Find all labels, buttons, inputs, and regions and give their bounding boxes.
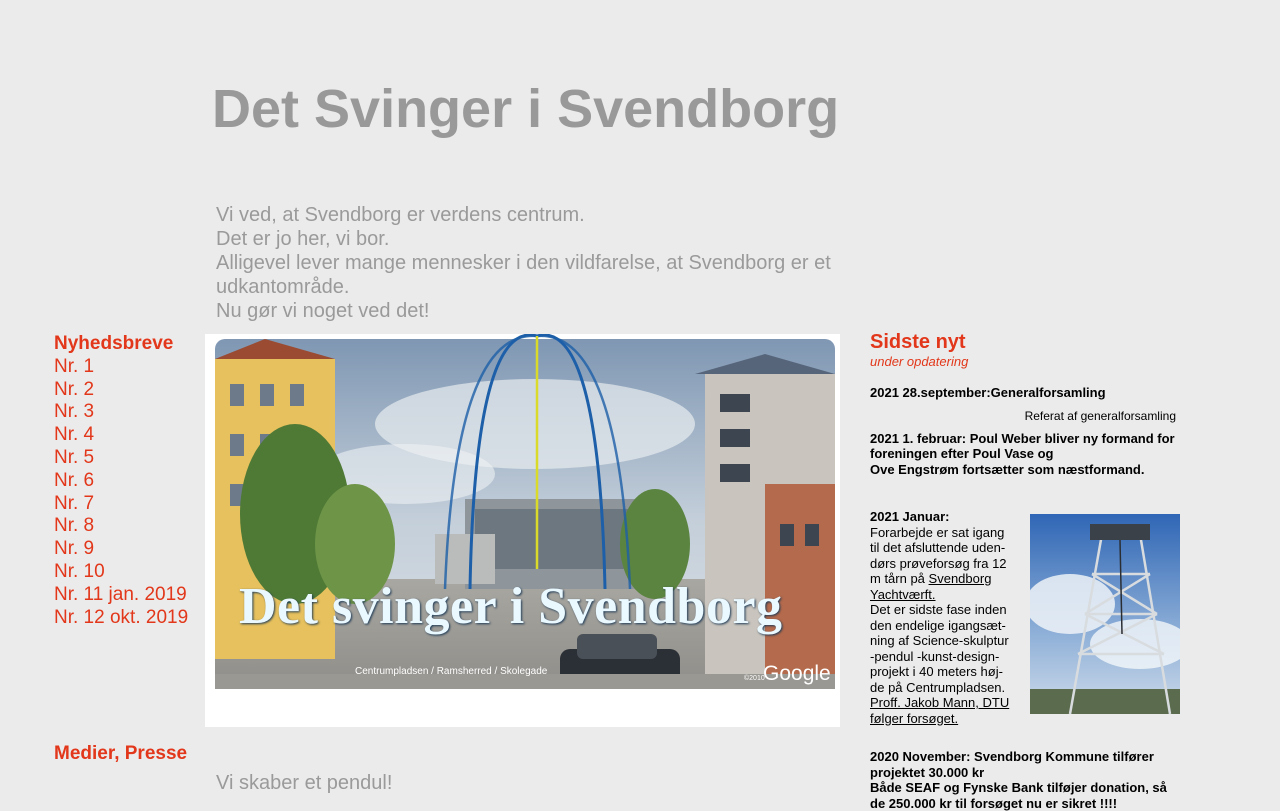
newsletter-link-1[interactable]: Nr. 1 [54, 355, 95, 377]
newsletter-nav [54, 333, 204, 629]
newsletter-link-7[interactable]: Nr. 7 [54, 492, 95, 514]
newsletter-heading: Nyhedsbreve [54, 333, 174, 354]
minutes-link[interactable]: Referat af generalforsamling [1024, 409, 1176, 423]
intro-line: Nu gør vi noget ved det! [216, 300, 430, 322]
news-item-november [870, 749, 1180, 811]
newsletter-link-11[interactable]: Nr. 11 jan. 2019 [54, 583, 187, 605]
newsletter-link-5[interactable]: Nr. 5 [54, 446, 95, 468]
news-item-generalforsamling: 2021 28.september:Generalforsamling [870, 384, 1106, 400]
news-item-formand [870, 431, 1180, 478]
hero-image [205, 334, 840, 727]
intro-line: Vi ved, at Svendborg er verdens centrum. [216, 204, 585, 226]
newsletter-link-10[interactable]: Nr. 10 [54, 560, 105, 582]
tower-photo [1030, 514, 1180, 714]
newsletter-link-3[interactable]: Nr. 3 [54, 401, 95, 423]
intro-text [216, 203, 856, 323]
news-item-formand-line: 2021 1. februar: Poul Weber bliver ny formand for foreningen efter Poul Vase og [870, 430, 1175, 461]
newsletter-link-2[interactable]: Nr. 2 [54, 378, 95, 400]
hero-caption: Det svinger i Svendborg [239, 578, 783, 635]
intro-line: Alligevel lever mange mennesker i den vildfarelse, at Svendborg er et udkantområde. [216, 252, 831, 298]
news-panel [870, 330, 1180, 811]
intro-line: Det er jo her, vi bor. [216, 228, 390, 250]
news-item-januar-text: Det er sidste fase inden den endelige igangsæt-ning af Science-skulptur -pendul -kunst-design-projekt i 40 meters høj-de på Centrumpladsen. [870, 602, 1009, 695]
google-watermark: Google [763, 662, 831, 685]
newsletter-link-6[interactable]: Nr. 6 [54, 469, 95, 491]
media-press-link[interactable]: Medier, Presse [54, 743, 188, 764]
news-subtitle: under opdatering [870, 354, 969, 369]
news-item-januar-heading: 2021 Januar: [870, 509, 950, 524]
site-title: Det Svinger i Svendborg [212, 79, 840, 139]
newsletter-link-9[interactable]: Nr. 9 [54, 538, 95, 560]
bottom-tagline: Vi skaber et pendul! [216, 772, 393, 794]
yachtvaerft-link[interactable]: Svendborg Yachtværft. [870, 571, 992, 602]
dtu-link[interactable]: Proff. Jakob Mann, DTU følger forsøget. [870, 695, 1010, 726]
hero-copyright: ©2010 [744, 675, 765, 682]
newsletter-link-4[interactable]: Nr. 4 [54, 424, 95, 446]
news-title: Sidste nyt [870, 331, 966, 353]
news-item-januar-text: Forarbejde er sat igang til det afsluttende uden-dørs prøveforsøg fra 12 m tårn på [870, 524, 1007, 586]
newsletter-link-8[interactable]: Nr. 8 [54, 515, 95, 537]
news-item-januar [870, 509, 1180, 726]
tower-illustration [1030, 514, 1180, 714]
newsletter-link-12[interactable]: Nr. 12 okt. 2019 [54, 606, 189, 628]
hero-location: Centrumpladsen / Ramsherred / Skolegade [355, 666, 548, 677]
news-item-formand-line: Ove Engstrøm fortsætter som næstformand. [870, 461, 1145, 477]
news-item-november-line: Både SEAF og Fynske Bank tilføjer donation, så de 250.000 kr til forsøget nu er sikret !!!! [870, 780, 1167, 811]
news-item-november-line: 2020 November: Svendborg Kommune tilfører projektet 30.000 kr [870, 749, 1154, 780]
